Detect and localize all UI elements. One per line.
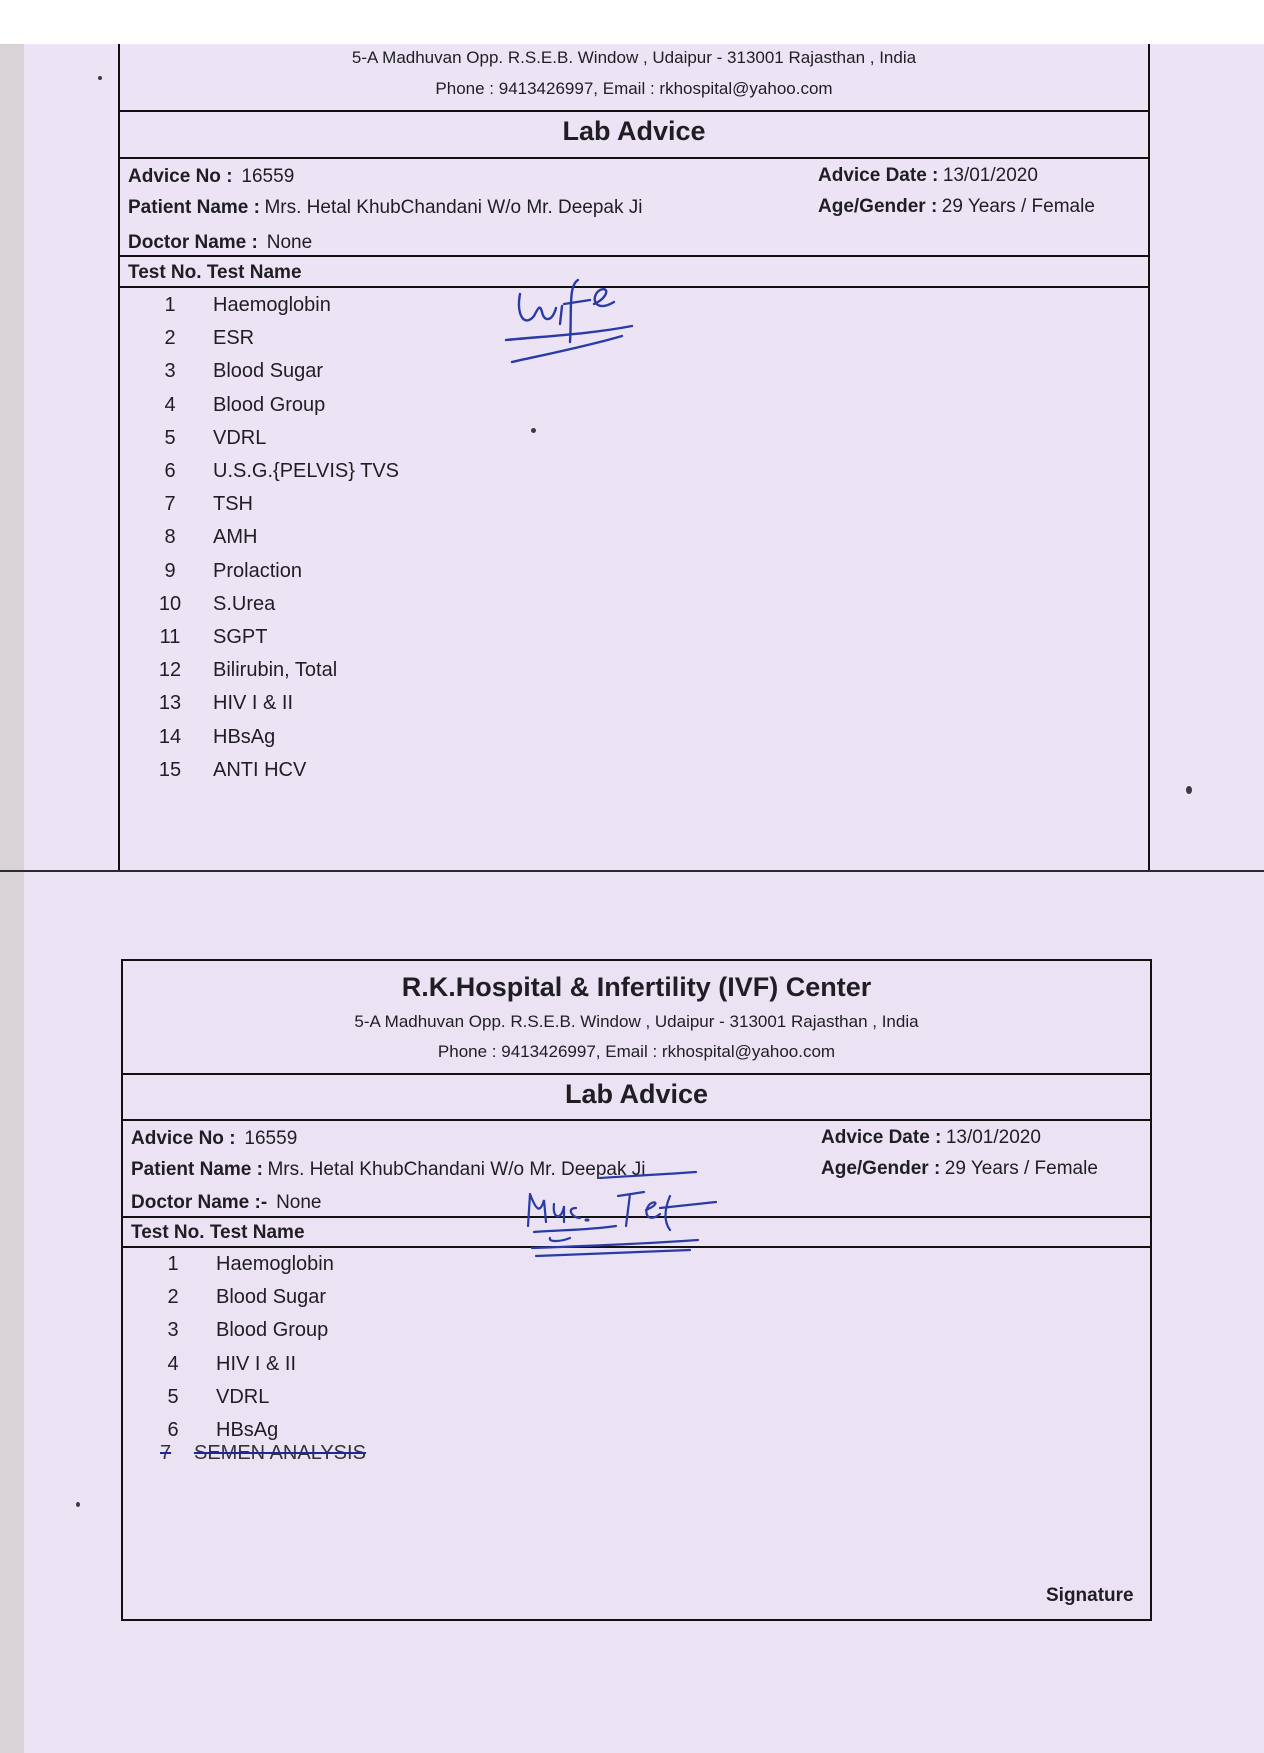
test-row — [130, 1286, 326, 1309]
advice-no-label: Advice No : — [128, 166, 233, 187]
test-number: 11 — [159, 626, 181, 648]
doctor-name-label: Doctor Name :- — [131, 1192, 268, 1213]
advice-no-field — [131, 1128, 297, 1150]
test-number: 15 — [158, 758, 182, 781]
test-number: 3 — [167, 1319, 179, 1342]
hospital-address: 5-A Madhuvan Opp. R.S.E.B. Window , Udaipur - 313001 Rajasthan , India — [351, 48, 917, 67]
hospital-contact: Phone : 9413426997, Email : rkhospital@yahoo.com — [437, 1042, 836, 1061]
test-row — [127, 493, 253, 516]
test-row — [127, 560, 302, 583]
test-number: 4 — [164, 393, 176, 416]
test-name: HBsAg — [216, 1419, 279, 1441]
test-row — [127, 327, 254, 350]
doctor-name-value: None — [266, 232, 313, 253]
test-name: TSH — [213, 493, 253, 516]
patient-name-field — [128, 197, 643, 219]
test-number: 2 — [164, 327, 176, 350]
test-row — [127, 593, 275, 616]
test-row — [127, 526, 257, 549]
test-name: Blood Sugar — [213, 360, 324, 383]
form-title: Lab Advice — [564, 1079, 709, 1109]
age-gender-label: Age/Gender : — [818, 196, 938, 217]
advice-no-label: Advice No : — [131, 1128, 236, 1149]
test-number: 2 — [167, 1286, 179, 1309]
advice-date-field — [821, 1127, 1041, 1149]
divider — [118, 157, 1150, 159]
test-number: 5 — [164, 426, 176, 449]
advice-no-field — [128, 166, 294, 188]
patient-name-value: Mrs. Hetal KhubChandani W/o Mr. Deepak Ji — [267, 1159, 646, 1180]
age-gender-field — [821, 1158, 1098, 1180]
age-gender-value: 29 Years / Female — [944, 1158, 1098, 1179]
test-number: 12 — [158, 659, 182, 682]
test-number: 3 — [164, 360, 176, 383]
age-gender-label: Age/Gender : — [821, 1158, 941, 1179]
struck-test-number: 7 — [160, 1442, 172, 1464]
age-gender-value: 29 Years / Female — [941, 196, 1095, 217]
test-number: 5 — [167, 1385, 179, 1408]
scan-speck — [98, 76, 102, 80]
struck-test-row — [160, 1442, 366, 1465]
advice-no-value: 16559 — [244, 1128, 298, 1149]
divider — [121, 1073, 1152, 1075]
test-number: 1 — [167, 1253, 179, 1275]
test-name: Haemoglobin — [213, 294, 331, 316]
hospital-address: 5-A Madhuvan Opp. R.S.E.B. Window , Udaipur - 313001 Rajasthan , India — [354, 1012, 919, 1031]
doctor-name-value: None — [276, 1192, 322, 1213]
test-number: 9 — [164, 559, 176, 582]
test-number: 14 — [158, 725, 182, 748]
test-name: ANTI HCV — [213, 758, 307, 781]
test-row — [130, 1386, 269, 1409]
scanner-edge — [0, 872, 24, 1753]
test-number: 7 — [164, 493, 176, 516]
table-header: Test No. Test Name — [131, 1222, 305, 1243]
handwritten-note-wife — [498, 256, 638, 376]
test-row — [127, 460, 399, 483]
divider — [121, 1119, 1152, 1121]
test-name: Bilirubin, Total — [213, 659, 338, 682]
advice-date-value: 13/01/2020 — [942, 165, 1038, 186]
scan-speck — [76, 1502, 80, 1507]
test-row — [127, 726, 275, 749]
test-name: Haemoglobin — [216, 1253, 334, 1275]
test-row — [130, 1319, 328, 1342]
test-name: VDRL — [216, 1385, 270, 1408]
test-number: 6 — [164, 460, 176, 482]
test-row — [130, 1253, 334, 1276]
test-row — [127, 294, 331, 317]
handwritten-note-mrs-tet — [520, 1160, 720, 1260]
doctor-name-field — [131, 1192, 322, 1214]
test-number: 10 — [158, 592, 182, 615]
advice-date-label: Advice Date : — [821, 1127, 942, 1148]
patient-name-label: Patient Name : — [131, 1159, 263, 1180]
patient-name-value: Mrs. Hetal KhubChandani W/o Mr. Deepak Ji — [264, 197, 643, 218]
test-name: ESR — [213, 327, 255, 350]
test-name: HIV I & II — [213, 692, 294, 715]
doctor-name-label: Doctor Name : — [128, 232, 258, 253]
test-name: AMH — [213, 526, 258, 549]
test-name: HIV I & II — [216, 1352, 297, 1375]
form-title: Lab Advice — [562, 116, 706, 146]
hospital-name: R.K.Hospital & Infertility (IVF) Center — [401, 972, 872, 1002]
divider — [118, 110, 1150, 112]
test-row — [127, 360, 323, 383]
test-name: Blood Group — [213, 393, 326, 416]
test-name: Blood Group — [216, 1319, 329, 1342]
test-name: VDRL — [213, 426, 267, 449]
test-number: 13 — [158, 692, 182, 715]
table-header: Test No. Test Name — [128, 262, 302, 283]
age-gender-field — [818, 196, 1095, 218]
lab-advice-sheet-2 — [0, 872, 1264, 1753]
signature-label: Signature — [1046, 1585, 1134, 1606]
scan-speck — [1186, 786, 1192, 794]
test-row — [127, 427, 266, 450]
doctor-name-field — [128, 232, 312, 254]
scanner-edge — [0, 44, 24, 872]
test-row — [127, 759, 306, 782]
advice-date-value: 13/01/2020 — [945, 1127, 1041, 1148]
test-name: HBsAg — [213, 725, 276, 748]
left-border — [118, 44, 120, 872]
struck-test-name: SEMEN ANALYSIS — [194, 1442, 366, 1464]
lab-advice-sheet-1 — [0, 44, 1264, 872]
right-border — [1148, 44, 1150, 872]
hospital-contact: Phone : 9413426997, Email : rkhospital@yahoo.com — [435, 79, 833, 98]
test-name: S.Urea — [213, 592, 276, 615]
patient-name-label: Patient Name : — [128, 197, 260, 218]
test-number: 6 — [167, 1419, 179, 1441]
test-row — [127, 659, 337, 682]
test-row — [127, 626, 267, 649]
test-name: Prolaction — [213, 559, 302, 582]
test-name: U.S.G.{PELVIS} TVS — [213, 460, 400, 482]
scan-speck — [531, 428, 536, 433]
advice-no-value: 16559 — [241, 166, 295, 187]
test-number: 4 — [167, 1352, 179, 1375]
test-number: 1 — [164, 294, 176, 316]
test-name: Blood Sugar — [216, 1286, 327, 1309]
test-row — [127, 394, 325, 417]
test-row — [127, 692, 293, 715]
test-row — [130, 1419, 278, 1442]
advice-date-field — [818, 165, 1038, 187]
test-name: SGPT — [213, 626, 268, 648]
advice-date-label: Advice Date : — [818, 165, 939, 186]
test-number: 8 — [164, 526, 176, 549]
test-row — [130, 1353, 296, 1376]
